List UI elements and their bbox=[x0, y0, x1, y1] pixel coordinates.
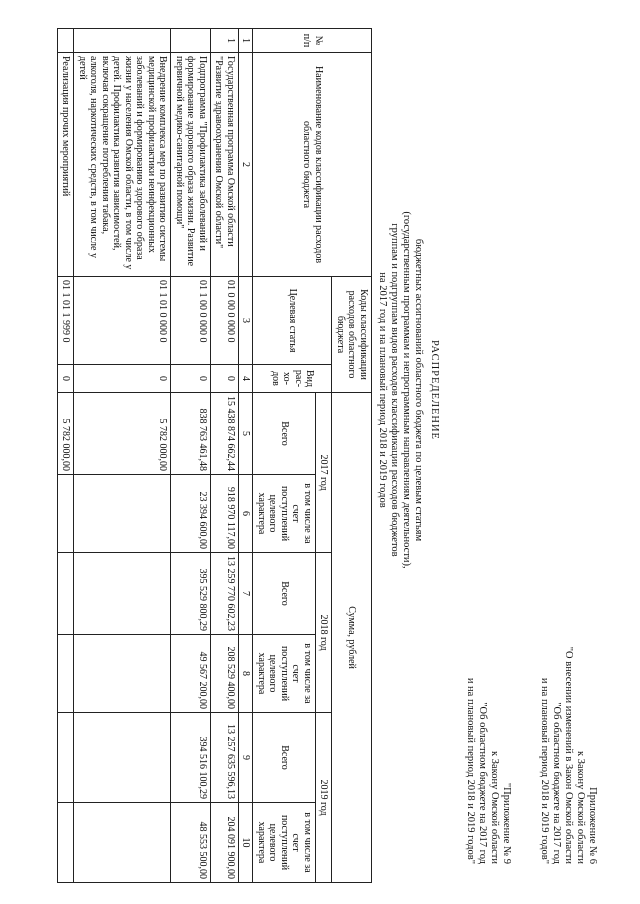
row-2019-incl: 48 553 500,00 bbox=[171, 803, 211, 883]
appendix-9-line: "Приложение № 9 bbox=[501, 782, 512, 864]
row-type-code: 0 bbox=[211, 365, 239, 393]
header-sum: Сумма, рублей bbox=[332, 393, 372, 883]
row-name: Внедрение комплекса мер по развитию системы медицинской профилактики неинфекционных заболеваний и формированию здорового образа жизни у населения Омской области, в том числе у детей. Профилактика развития зависимостей, включая сокращение потребления табака, алкоголя, наркотических средств, в том числе у детей bbox=[74, 53, 171, 277]
header-total: Всего bbox=[253, 553, 316, 635]
table-row bbox=[211, 29, 239, 883]
row-2018-total: 395 529 800,29 bbox=[171, 553, 211, 635]
header-incl: в том числе за счет поступлений целевого характера bbox=[253, 803, 316, 883]
column-number: 2 bbox=[239, 53, 254, 277]
row-2017-incl bbox=[74, 475, 171, 553]
title-line: (государственным программам и непрограммным направлениям деятельности), bbox=[401, 211, 412, 569]
column-number: 10 bbox=[239, 803, 254, 883]
title-line: на 2017 год и на плановый период 2018 и 2019 годов bbox=[377, 272, 388, 508]
column-number-row bbox=[239, 29, 254, 883]
appendix-9-header bbox=[464, 678, 512, 864]
appendix-9-line: и на плановый период 2018 и 2019 годов" bbox=[465, 677, 476, 864]
row-2018-incl: 208 529 400,00 bbox=[211, 635, 239, 713]
column-number: 7 bbox=[239, 553, 254, 635]
title-line: группам и подгруппам видов расходов классификации расходов бюджетов bbox=[389, 223, 400, 557]
appendix-6-line: "О внесении изменений в Закон Омской области bbox=[563, 646, 574, 864]
row-name: Реализация прочих мероприятий bbox=[58, 53, 75, 277]
row-target-code: 01 1 01 0 000 0 bbox=[74, 277, 171, 365]
row-2018-incl: 49 567 200,00 bbox=[171, 635, 211, 713]
header-target: Целевая статья bbox=[253, 277, 332, 365]
row-2018-incl bbox=[74, 635, 171, 713]
row-name: Государственная программа Омской области "Развитие здравоохранения Омской области" bbox=[211, 53, 239, 277]
column-number: 8 bbox=[239, 635, 254, 713]
column-number: 3 bbox=[239, 277, 254, 365]
title-heading: РАСПРЕДЕЛЕНИЕ bbox=[429, 340, 440, 440]
row-2018-incl bbox=[58, 635, 75, 713]
row-2017-total: 5 782 000,00 bbox=[74, 393, 171, 475]
appendix-6-line: и на плановый период 2018 и 2019 годов" bbox=[539, 677, 550, 864]
column-number: 1 bbox=[239, 29, 254, 53]
header-row bbox=[332, 29, 372, 883]
header-total: Всего bbox=[253, 393, 316, 475]
row-2018-total: 13 259 770 602,23 bbox=[211, 553, 239, 635]
row-2018-total bbox=[74, 553, 171, 635]
table-row bbox=[58, 29, 75, 883]
row-type-code: 0 bbox=[58, 365, 75, 393]
row-target-code: 01 1 01 1 999 0 bbox=[58, 277, 75, 365]
title-line: бюджетных ассигнований областного бюджета по целевым статьям bbox=[413, 238, 424, 542]
row-name: Подпрограмма "Профилактика заболеваний и формирование здорового образа жизни. Развитие первичной медико-санитарной помощи" bbox=[171, 53, 211, 277]
budget-table bbox=[57, 28, 372, 883]
header-2017: 2017 год bbox=[316, 393, 333, 553]
column-number: 6 bbox=[239, 475, 254, 553]
header-type: Вид рас-хо-дов bbox=[253, 365, 332, 393]
row-2019-incl bbox=[74, 803, 171, 883]
document-title bbox=[376, 150, 440, 630]
table-row bbox=[171, 29, 211, 883]
row-type-code: 0 bbox=[171, 365, 211, 393]
row-num: 1 bbox=[211, 29, 239, 53]
budget-table-wrapper bbox=[57, 28, 372, 882]
row-2017-total: 838 763 461,48 bbox=[171, 393, 211, 475]
appendix-9-line: "Об областном бюджете на 2017 год bbox=[477, 702, 488, 864]
header-num: № п/п bbox=[253, 29, 372, 53]
appendix-6-line: Приложение № 6 bbox=[587, 787, 598, 864]
row-2017-total: 15 438 874 662,44 bbox=[211, 393, 239, 475]
column-number: 5 bbox=[239, 393, 254, 475]
row-2019-incl: 204 091 900,00 bbox=[211, 803, 239, 883]
column-number: 9 bbox=[239, 713, 254, 803]
row-2017-total: 5 782 000,00 bbox=[58, 393, 75, 475]
table-row bbox=[74, 29, 171, 883]
header-2019: 2019 год bbox=[316, 713, 333, 883]
row-target-code: 01 0 00 0 000 0 bbox=[211, 277, 239, 365]
row-2017-incl: 23 394 600,00 bbox=[171, 475, 211, 553]
appendix-6-header bbox=[538, 647, 598, 864]
header-2018: 2018 год bbox=[316, 553, 333, 713]
header-incl: в том числе за счет поступлений целевого характера bbox=[253, 475, 316, 553]
header-incl: в том числе за счет поступлений целевого характера bbox=[253, 635, 316, 713]
row-num bbox=[171, 29, 211, 53]
row-2017-incl bbox=[58, 475, 75, 553]
row-type-code: 0 bbox=[74, 365, 171, 393]
row-2019-incl bbox=[58, 803, 75, 883]
row-target-code: 01 1 00 0 000 0 bbox=[171, 277, 211, 365]
header-total: Всего bbox=[253, 713, 316, 803]
row-2019-total bbox=[58, 713, 75, 803]
row-2018-total bbox=[58, 553, 75, 635]
row-2019-total: 13 257 635 596,13 bbox=[211, 713, 239, 803]
row-num bbox=[58, 29, 75, 53]
header-codes: Коды классификации расходов областного бюджета bbox=[332, 277, 372, 393]
appendix-9-line: к Закону Омской области bbox=[489, 750, 500, 864]
appendix-6-line: "Об областном бюджете на 2017 год bbox=[551, 702, 562, 864]
header-name: Наименование кодов классификации расходов областного бюджета bbox=[253, 53, 372, 277]
column-number: 4 bbox=[239, 365, 254, 393]
appendix-6-line: к Закону Омской области bbox=[575, 750, 586, 864]
row-num bbox=[74, 29, 171, 53]
row-2017-incl: 918 970 117,00 bbox=[211, 475, 239, 553]
row-2019-total: 394 516 100,29 bbox=[171, 713, 211, 803]
row-2019-total bbox=[74, 713, 171, 803]
